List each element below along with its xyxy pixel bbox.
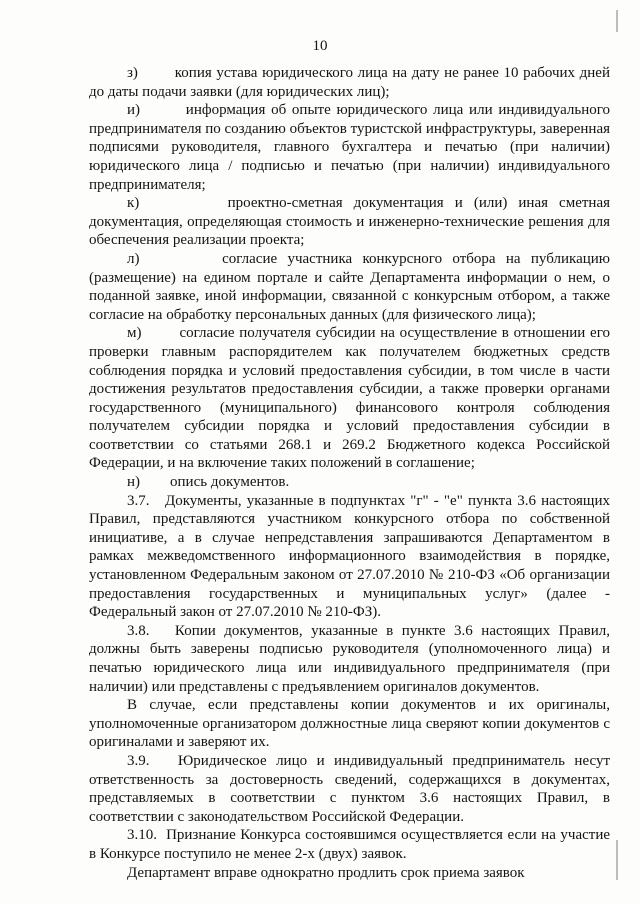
scan-edge-mark-bottom xyxy=(616,840,618,880)
document-body xyxy=(89,64,610,882)
list-item-l: л) согласие участника конкурсного отбора на публикацию (размещение) на едином портале и сайте Департамента информации о нем, о поданной заявке, иной информации, связанной с конкурсным отбором, а также согласие на обработку персональных данных (для физического лица); xyxy=(89,250,610,323)
list-item-k: к) проектно-сметная документация и (или) иная сметная документация, определяющая стоимость и инженерно-технические решения для обеспечения реализации проекта; xyxy=(89,195,610,249)
scan-edge-mark-top xyxy=(616,10,618,32)
list-item-i: и) информация об опыте юридического лица или индивидуального предпринимателя по созданию объектов туристской инфраструктуры, заверенная подписями руководителя, главного бухгалтера и печатью (при наличии) юридического лица / подписью и печатью (при наличии) индивидуального предпринимателя; xyxy=(89,102,610,193)
paragraph-3-9: 3.9. Юридическое лицо и индивидуальный предприниматель несут ответственность за достоверность сведений, содержащихся в документах, представляемых в соответствии с пунктом 3.6 настоящих Правил, в соответствии с законодательством Российской Федерации. xyxy=(89,752,610,825)
list-item-m: м) согласие получателя субсидии на осуществление в отношении его проверки главным распорядителем как получателем бюджетных средств соблюдения порядка и условий предоставления субсидии, в том числе в части достижения результатов предоставления субсидии, а также проверки органами государственного (муниципального) финансового контроля соблюдения получателем субсидии порядка и условий предоставления субсидии в соответствии со статьями 268.1 и 269.2 Бюджетного кодекса Российской Федерации, и на включение таких положений в соглашение; xyxy=(89,325,610,472)
paragraph-3-7: 3.7. Документы, указанные в подпунктах "г" - "е" пункта 3.6 настоящих Правил, представляются участником конкурсного отбора по собственной инициативе, а в случае непредставления запрашиваются Департаментом в рамках межведомственного информационного взаимодействия в порядке, установленном Федеральным законом от 27.07.2010 № 210-ФЗ «Об организации предоставления государственных и муниципальных услуг» (далее - Федеральный закон от 27.07.2010 № 210-ФЗ). xyxy=(89,492,610,621)
paragraph-3-10: 3.10. Признание Конкурса состоявшимся осуществляется если на участие в Конкурсе поступило не менее 2-х (двух) заявок. xyxy=(89,827,610,862)
paragraph-3-10-continuation: Департамент вправе однократно продлить срок приема заявок xyxy=(127,864,525,881)
list-item-z: з) копия устава юридического лица на дату не ранее 10 рабочих дней до даты подачи заявки (для юридических лиц); xyxy=(89,65,610,100)
paragraph-3-8-continuation: В случае, если представлены копии документов и их оригиналы, уполномоченные организатором должностные лица сверяют копии документов с оригиналами и заверяют их. xyxy=(89,697,610,751)
paragraph-3-8: 3.8. Копии документов, указанные в пункте 3.6 настоящих Правил, должны быть заверены подписью руководителя (уполномоченного лица) и печатью юридического лица или индивидуального предпринимателя (при наличии) или представлены с предъявлением оригиналов документов. xyxy=(89,622,610,695)
page-number: 10 xyxy=(312,38,328,54)
list-item-n: н) опись документов. xyxy=(127,474,290,491)
